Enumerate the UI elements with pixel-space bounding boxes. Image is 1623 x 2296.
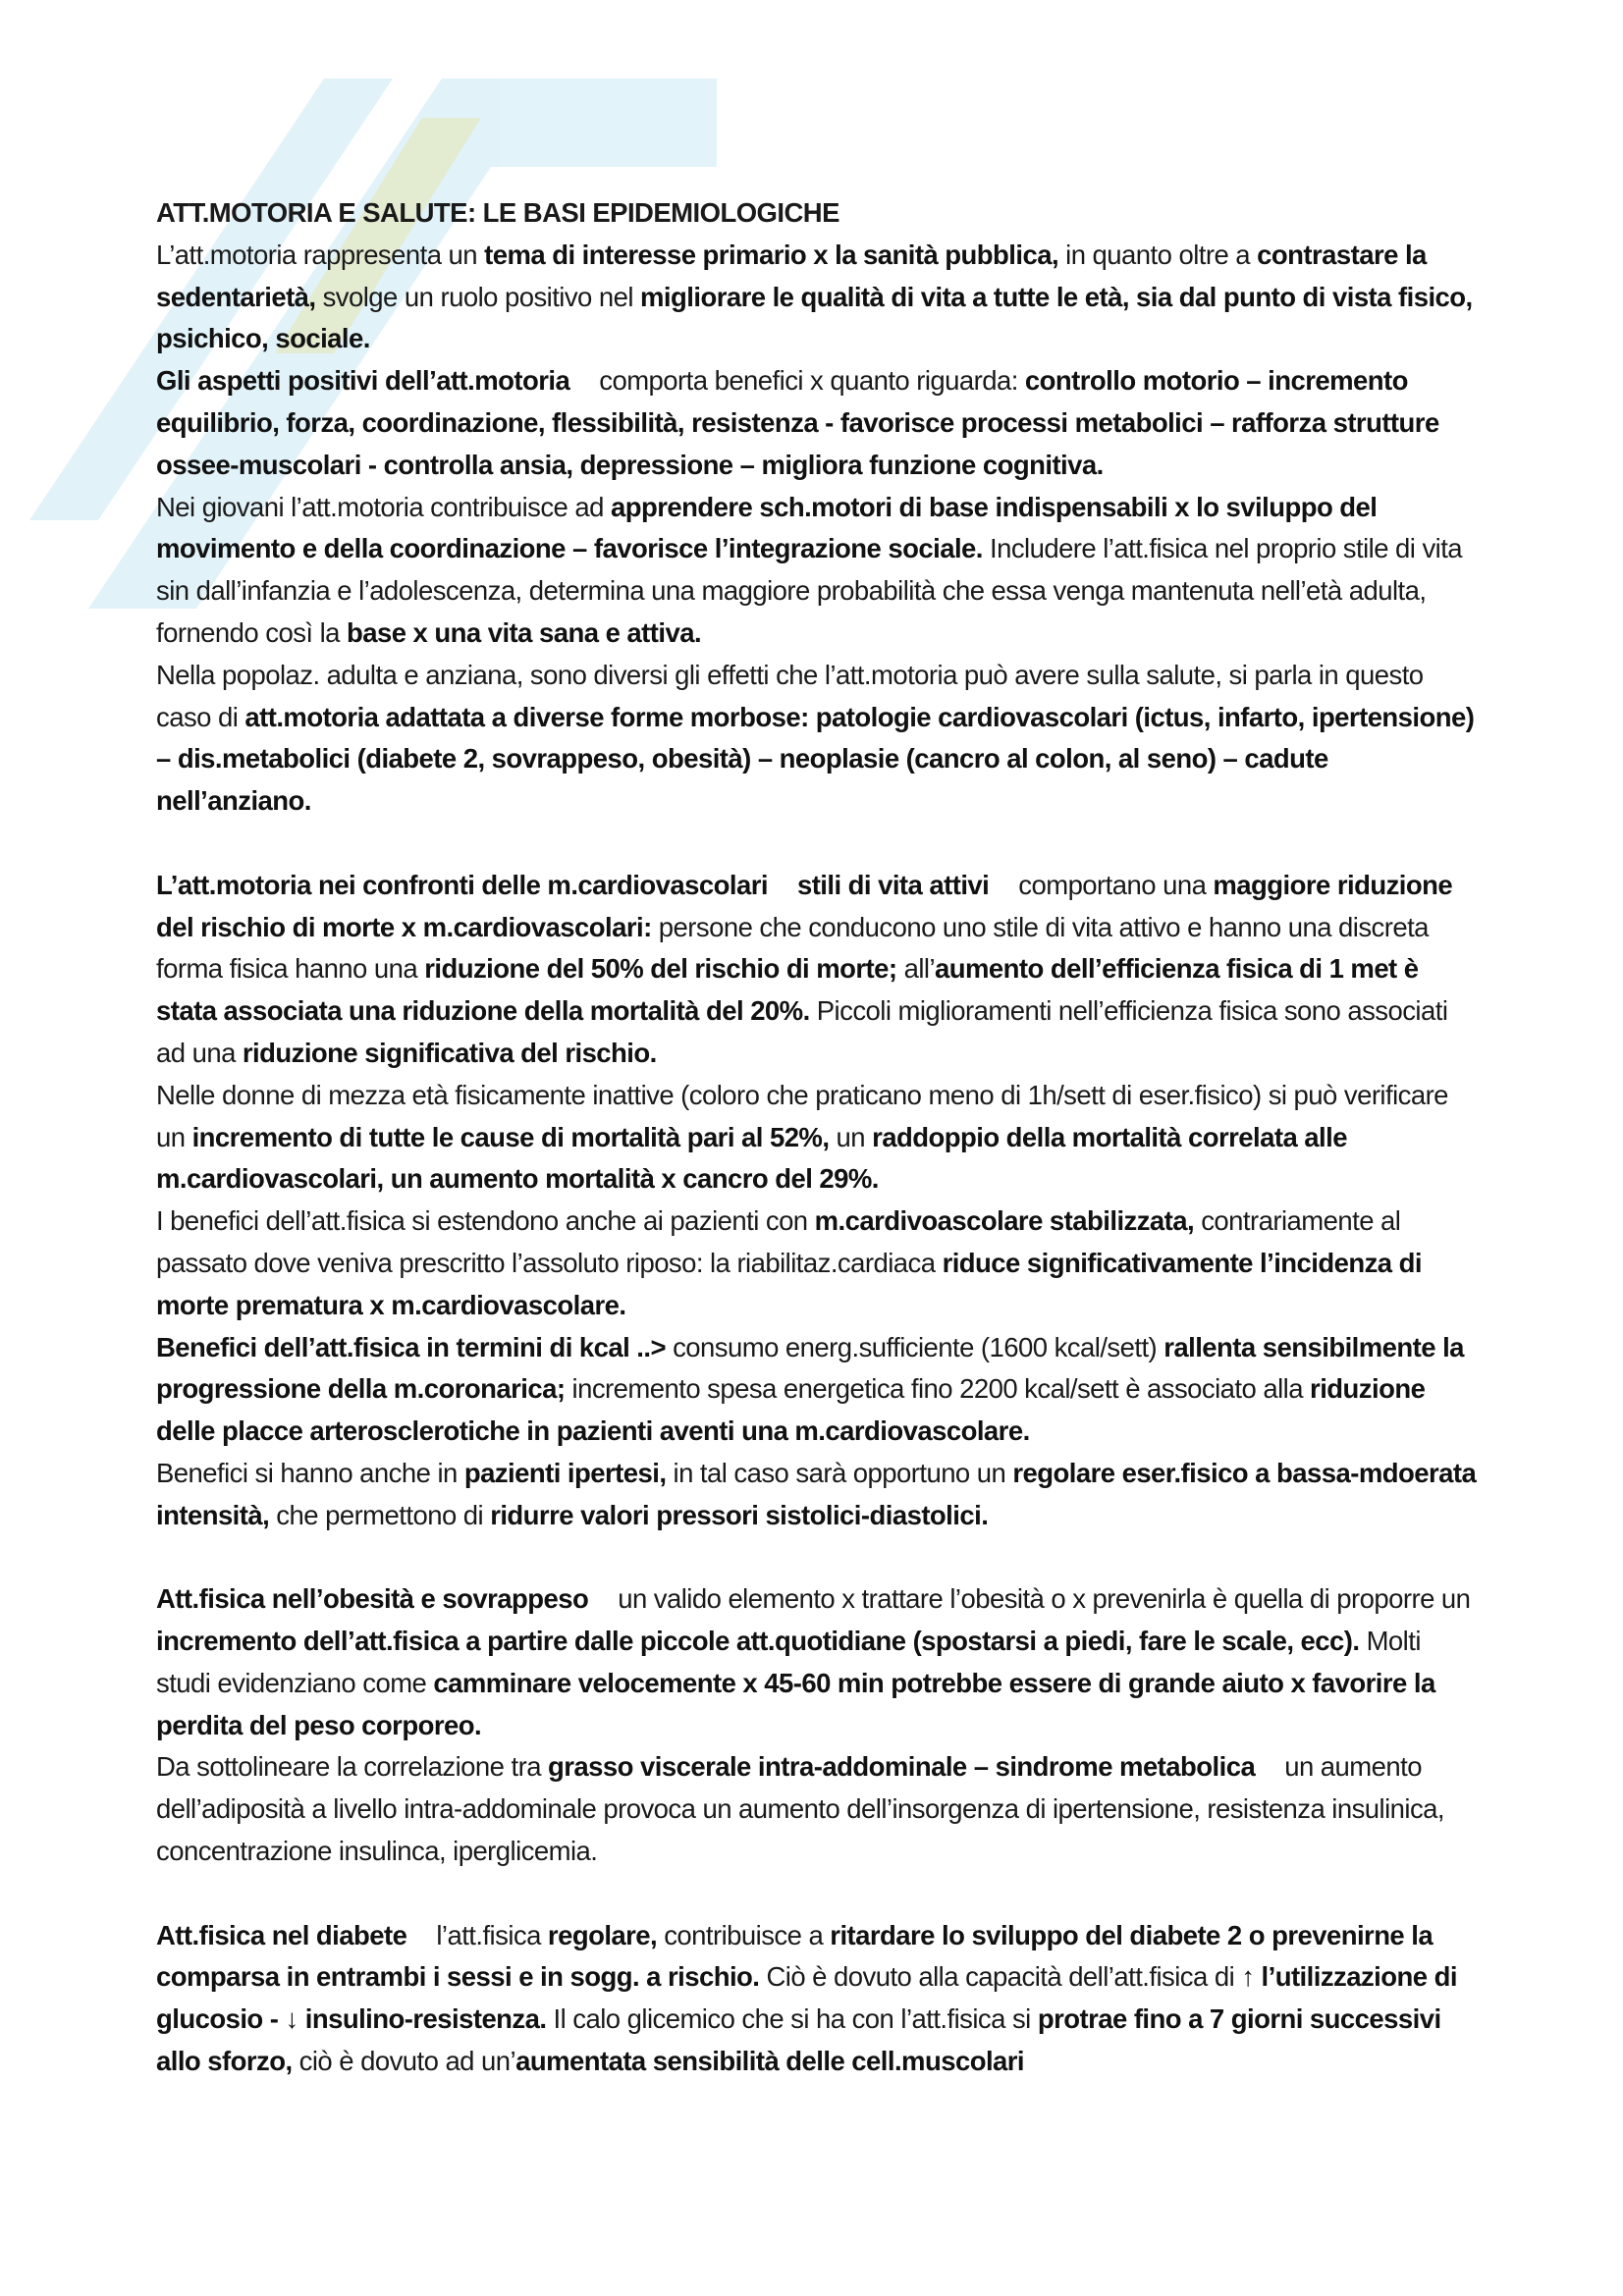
bold-text: riduzione significativa del rischio. xyxy=(242,1037,657,1068)
paragraph-intro xyxy=(156,235,1477,360)
bold-text: ridurre valori pressori sistolici-diastolici. xyxy=(490,1499,989,1530)
bold-text: incremento dell’att.fisica a partire dalle piccole att.quotidiane (spostarsi a piedi, fare le scale, ecc). xyxy=(156,1626,1360,1657)
text-run: consumo energ.sufficiente (1600 kcal/sett) xyxy=(665,1331,1164,1362)
text-run: L’att.motoria rappresenta un xyxy=(156,239,485,270)
section-heading: L’att.motoria nei confronti delle m.cardiovascolari xyxy=(156,869,768,900)
bold-text: riduce significativamente l’incidenza di morte prematura x m.cardiovascolare. xyxy=(156,1247,1422,1320)
text-run: Molti studi evidenziano come xyxy=(156,1626,1421,1698)
paragraph-cardiovascular xyxy=(156,865,1477,1075)
text-run: Ciò è dovuto alla capacità dell’att.fisica di xyxy=(759,1961,1242,1993)
paragraph-women xyxy=(156,1075,1477,1201)
text-run: un aumento dell’adiposità a livello intra-addominale provoca un aumento dell’insorgenza di ipertensione, resistenza insulinica, concentrazione insulinca, iperglicemia. xyxy=(156,1751,1445,1867)
paragraph-obesity xyxy=(156,1578,1477,1746)
bold-text: protrae fino a 7 giorni successivi allo sforzo, xyxy=(156,2003,1441,2077)
text-run: contribuisce a xyxy=(657,1919,831,1950)
text-run: un xyxy=(829,1121,873,1152)
bold-text: riduzione delle placce arterosclerotiche in pazienti aventi una m.cardiovascolare. xyxy=(156,1373,1426,1447)
text-run: svolge un ruolo positivo nel xyxy=(315,281,641,312)
text-run: persone che conducono uno stile di vita attivo e hanno una discreta forma fisica hanno una xyxy=(156,911,1429,985)
bold-text: controllo motorio – incremento equilibrio, forza, coordinazione, flessibilità, resistenza - favorisce processi metabolici – rafforza strutture ossee-muscolari - controlla ansia, depressione – migliora funzione cognitiva. xyxy=(156,365,1439,480)
paragraph-adults xyxy=(156,655,1477,823)
paragraph-visceral xyxy=(156,1746,1477,1872)
text-run: Piccoli miglioramenti nell’efficienza fisica sono associati ad una xyxy=(156,995,1448,1068)
text-run: Nelle donne di mezza età fisicamente inattive (coloro che praticano meno di 1h/sett di eser.fisico) si può verificare un xyxy=(156,1079,1448,1152)
paragraph-kcal xyxy=(156,1327,1477,1453)
bold-text: incremento di tutte le cause di mortalità pari al 52%, xyxy=(191,1121,830,1152)
bold-text: regolare eser.fisico a bassa-mdoerata intensità, xyxy=(156,1457,1477,1530)
bold-text: m.cardivoascolare stabilizzata, xyxy=(814,1205,1195,1237)
bold-text: raddoppio della mortalità correlata alle m.cardiovascolari, un aumento mortalità x cancro del 29%. xyxy=(156,1121,1347,1195)
bold-text: ritardare lo sviluppo del diabete 2 o prevenirne la comparsa in entrambi i sessi e in sogg. a rischio. xyxy=(156,1919,1434,1993)
section-heading: Gli aspetti positivi dell’att.motoria xyxy=(156,365,570,397)
text-run: Nei giovani l’att.motoria contribuisce ad xyxy=(156,491,611,522)
text-run: all’ xyxy=(896,953,936,985)
text-run: Benefici si hanno anche in xyxy=(156,1457,464,1488)
bold-text: Benefici dell’att.fisica in termini di kcal ..> xyxy=(156,1331,666,1362)
paragraph-diabetes xyxy=(156,1915,1477,2083)
bold-text: aumentata sensibilità delle cell.muscolari xyxy=(515,2046,1025,2077)
text-run: un valido elemento x trattare l’obesità o x prevenirla è quella di proporre un xyxy=(618,1583,1471,1615)
paragraph-youth xyxy=(156,487,1477,655)
bold-text: maggiore riduzione del rischio di morte x m.cardiovascolari: xyxy=(156,869,1453,942)
bold-text: ↑ l’utilizzazione di glucosio - ↓ insulino-resistenza. xyxy=(156,1961,1457,2035)
bold-text: pazienti ipertesi, xyxy=(463,1457,667,1488)
text-run: comporta benefici x quanto riguarda: xyxy=(599,365,1025,397)
bold-text: aumento dell’efficienza fisica di 1 met è stata associata una riduzione della mortalità del 20%. xyxy=(156,953,1419,1027)
text-run: ciò è dovuto ad un’ xyxy=(292,2046,516,2077)
text-run: contrariamente al passato dove veniva prescritto l’assoluto riposo: la riabilitaz.cardiaca xyxy=(156,1205,1401,1278)
text-run: Da sottolineare la correlazione tra xyxy=(156,1751,549,1783)
text-run: Nella popolaz. adulta e anziana, sono diversi gli effetti che l’att.motoria può avere sulla salute, si parla in questo caso di xyxy=(156,659,1424,732)
bold-text: riduzione del 50% del rischio di morte; xyxy=(424,953,897,985)
text-run: incremento spesa energetica fino 2200 kcal/sett è associato alla xyxy=(565,1373,1311,1405)
text-run: che permettono di xyxy=(269,1499,491,1530)
bold-text: camminare velocemente x 45-60 min potrebbe essere di grande aiuto x favorire la perdita del peso corporeo. xyxy=(156,1667,1435,1740)
bold-text: tema di interesse primario x la sanità pubblica, xyxy=(484,239,1059,270)
text-run: Includere l’att.fisica nel proprio stile di vita sin dall’infanzia e l’adolescenza, determina una maggiore probabilità che essa venga mantenuta nell’età adulta, fornendo così la xyxy=(156,533,1463,648)
paragraph-spacer xyxy=(156,823,1477,865)
paragraph-spacer xyxy=(156,1537,1477,1579)
text-run: l’att.fisica xyxy=(436,1919,548,1950)
text-run: I benefici dell’att.fisica si estendono anche ai pazienti con xyxy=(156,1205,815,1237)
text-run: Il calo glicemico che si ha con l’att.fisica si xyxy=(546,2003,1038,2035)
paragraph-stabilized xyxy=(156,1201,1477,1326)
bold-text: regolare, xyxy=(547,1919,658,1950)
paragraph-positive-aspects xyxy=(156,360,1477,486)
document-title: ATT.MOTORIA E SALUTE: LE BASI EPIDEMIOLOGICHE xyxy=(156,197,839,228)
paragraph-hypertension xyxy=(156,1453,1477,1537)
bold-text: migliorare le qualità di vita a tutte le età, sia dal punto di vista fisico, psichico, sociale. xyxy=(156,281,1473,354)
bold-text: contrastare la sedentarietà, xyxy=(156,239,1427,312)
bold-text: rallenta sensibilmente la progressione della m.coronarica; xyxy=(156,1331,1464,1405)
document-page xyxy=(156,192,1477,2083)
text-run: comportano una xyxy=(1018,869,1214,900)
bold-text: apprendere sch.motori di base indispensabili x lo sviluppo del movimento e della coordinazione – favorisce l’integrazione sociale. xyxy=(156,491,1378,564)
section-heading: Att.fisica nell’obesità e sovrappeso xyxy=(156,1583,589,1615)
text-run: in quanto oltre a xyxy=(1058,239,1258,270)
bold-text: grasso viscerale intra-addominale – sindrome metabolica xyxy=(548,1751,1256,1783)
text-run: in tal caso sarà opportuno un xyxy=(666,1457,1013,1488)
paragraph-spacer xyxy=(156,1873,1477,1915)
bold-text: stili di vita attivi xyxy=(796,869,990,900)
bold-text: att.motoria adattata a diverse forme morbose: patologie cardiovascolari (ictus, infarto, ipertensione) – dis.metabolici (diabete 2, sovrappeso, obesità) – neoplasie (cancro al colon, al seno) – cadute nell’anziano. xyxy=(156,701,1475,817)
section-heading: Att.fisica nel diabete xyxy=(156,1919,407,1950)
bold-text: base x una vita sana e attiva. xyxy=(346,616,702,648)
